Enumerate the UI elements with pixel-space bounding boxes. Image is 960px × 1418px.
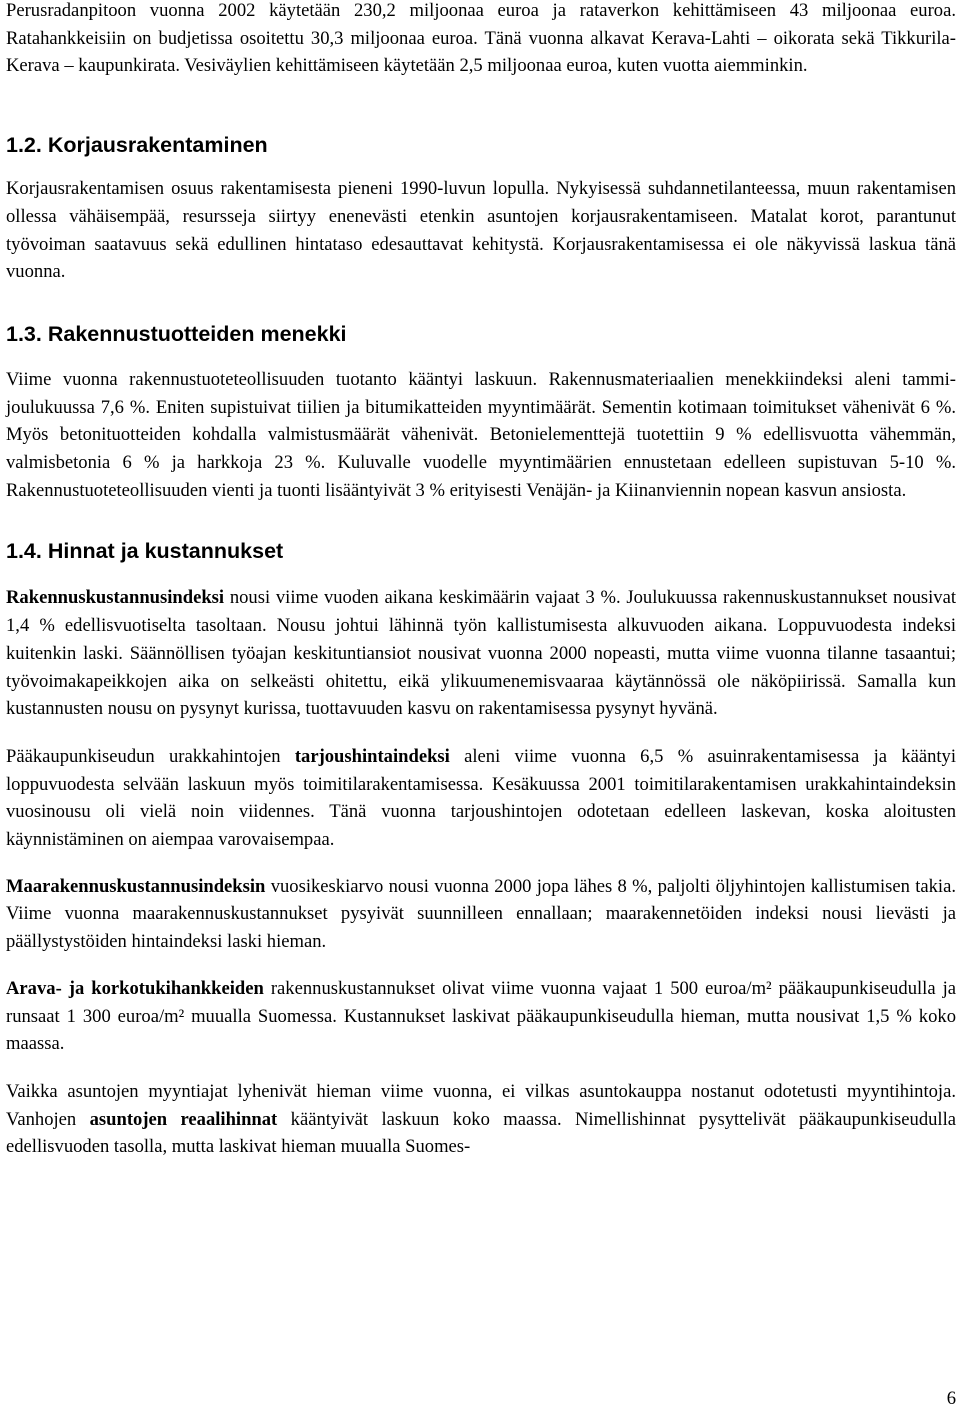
paragraph-asuntojen-reaalihinnat: [6, 1078, 956, 1161]
paragraph-arava-ja-korkotuki: [6, 975, 956, 1058]
heading-rakennustuotteiden-menekki: 1.3. Rakennustuotteiden menekki: [6, 321, 347, 346]
document-page: [6, 0, 956, 1161]
paragraph-text-after: aleni viime vuonna 6,5 % asuinrakentamisessa ja kääntyi loppuvuodesta selvään laskuun myös toimitilarakentamisessa. Kesäkuussa 2001 toimitilarakentamisen urakkahintaindeksin vuosinousu oli vielä noin viidennes. Tänä vuonna tarjoushintojen odotetaan edelleen laskevan, koska aloitusten käynnistäminen on aiempaa varovaisempaa.: [6, 745, 956, 851]
term-tarjoushintaindeksi: tarjoushintaindeksi: [294, 745, 450, 767]
paragraph-tarjoushintaindeksi: [6, 743, 956, 854]
paragraph-text: nousi viime vuoden aikana keskimäärin vajaat 3 %. Joulukuussa rakennuskustannukset nousivat 1,4 % edellisvuotiselta tasoltaan. Nousu johtui lähinnä työn kallistumisesta alkuvuoden aikana. Loppuvuodesta indeksi kuitenkin laski. Säännöllisen työajan keskituntiansiot nousivat vuonna 2000 nopeasti, mutta viime vuonna tilanne tasaantui; työvoimakapeikkojen aika on selkeästi ohitettu, eikä ylikuumenemisvaaraa käytännössä ole näköpiirissä. Samalla kun kustannusten nousu on pysynyt kurissa, tuottavuuden kasvu on rakentamisessa pysynyt hyvänä.: [6, 587, 956, 720]
paragraph-rakennustuotteiden-menekki: Viime vuonna rakennustuoteteollisuuden tuotanto kääntyi laskuun. Rakennusmateriaalien menekkiindeksi aleni tammi-joulukuussa 7,6 %. Eniten supistuivat tiilien ja bitumikatteiden myyntimäärät. Sementin kotimaan toimitukset vähenivät 6 %. Myös betonituotteiden kohdalla valmistusmäärät vähenivät. Betonielementtejä tuotettiin 9 % edellisvuotta vähemmän, valmisbetonia 6 % ja harkkoja 23 %. Kuluvalle vuodelle myyntimäärien ennustetaan edelleen supistuvan 5-10 %. Rakennustuoteteollisuuden vienti ja tuonti lisääntyivät 3 % erityisesti Venäjän- ja Kiinanviennin nopean kasvun ansiosta.: [6, 368, 956, 501]
page-number: 6: [946, 1388, 956, 1409]
paragraph-text: vuosikeskiarvo nousi vuonna 2000 jopa lähes 8 %, paljolti öljyhintojen kallistumisen takia. Viime vuonna maarakennuskustannukset pysyivät suunnilleen ennallaan; maarakennetöiden indeksi nousi lievästi ja päällystystöiden hintaindeksi laski hieman.: [6, 875, 956, 953]
paragraph-text: rakennuskustannukset olivat viime vuonna vajaat 1 500 euroa/m² pääkaupunkiseudulla ja runsaat 1 300 euroa/m² muualla Suomessa. Kustannukset laskivat pääkaupunkiseudulla hieman, mutta nousivat 1,5 % koko maassa.: [6, 977, 957, 1055]
paragraph-text-before: Pääkaupunkiseudun urakkahintojen: [6, 745, 295, 767]
paragraph-maarakennuskustannusindeksi: [6, 873, 956, 956]
term-maarakennuskustannusindeksi: Maarakennuskustannusindeksin: [6, 875, 266, 897]
intro-paragraph: Perusradanpitoon vuonna 2002 käytetään 230,2 miljoonaa euroa ja rataverkon kehittämiseen 43 miljoonaa euroa. Ratahankkeisiin on budjetissa osoitettu 30,3 miljoonaa euroa. Tänä vuonna alkavat Kerava-Lahti – oikorata sekä Tikkurila-Kerava – kaupunkirata. Vesiväylien kehittämiseen käytetään 2,5 miljoonaa euroa, kuten vuotta aiemminkin.: [6, 0, 956, 77]
paragraph-rakennuskustannusindeksi: [6, 584, 956, 723]
paragraph-text-after: kääntyivät laskuun koko maassa. Nimellishinnat pysyttelivät pääkaupunkiseudulla edellisvuoden tasolla, mutta laskivat hieman muualla Suomes-: [6, 1108, 956, 1158]
heading-korjausrakentaminen: 1.2. Korjausrakentaminen: [6, 133, 268, 158]
term-arava-ja-korkotukihankkeiden: Arava- ja korkotukihankkeiden: [6, 977, 264, 999]
paragraph-korjausrakentaminen: Korjausrakentamisen osuus rakentamisesta pieneni 1990-luvun lopulla. Nykyisessä suhdannetilanteessa, muun rakentamisen ollessa vähäisempää, resursseja siirtyy enenevästi etenkin asuntojen korjausrakentamiseen. Matalat korot, parantunut työvoiman saatavuus sekä edullinen hintataso edesauttavat kehitystä. Korjausrakentamisessa ei ole näkyvissä laskua tänä vuonna.: [6, 178, 956, 283]
term-rakennuskustannusindeksi: Rakennuskustannusindeksi: [6, 587, 225, 609]
paragraph-text-before: Vaikka asuntojen myyntiajat lyhenivät hieman viime vuonna, ei vilkas asuntokauppa nostanut odotetusti myyntihintoja. Vanhojen: [6, 1080, 956, 1130]
heading-hinnat-ja-kustannukset: 1.4. Hinnat ja kustannukset: [6, 539, 284, 564]
term-asuntojen-reaalihinnat: asuntojen reaalihinnat: [89, 1108, 278, 1130]
